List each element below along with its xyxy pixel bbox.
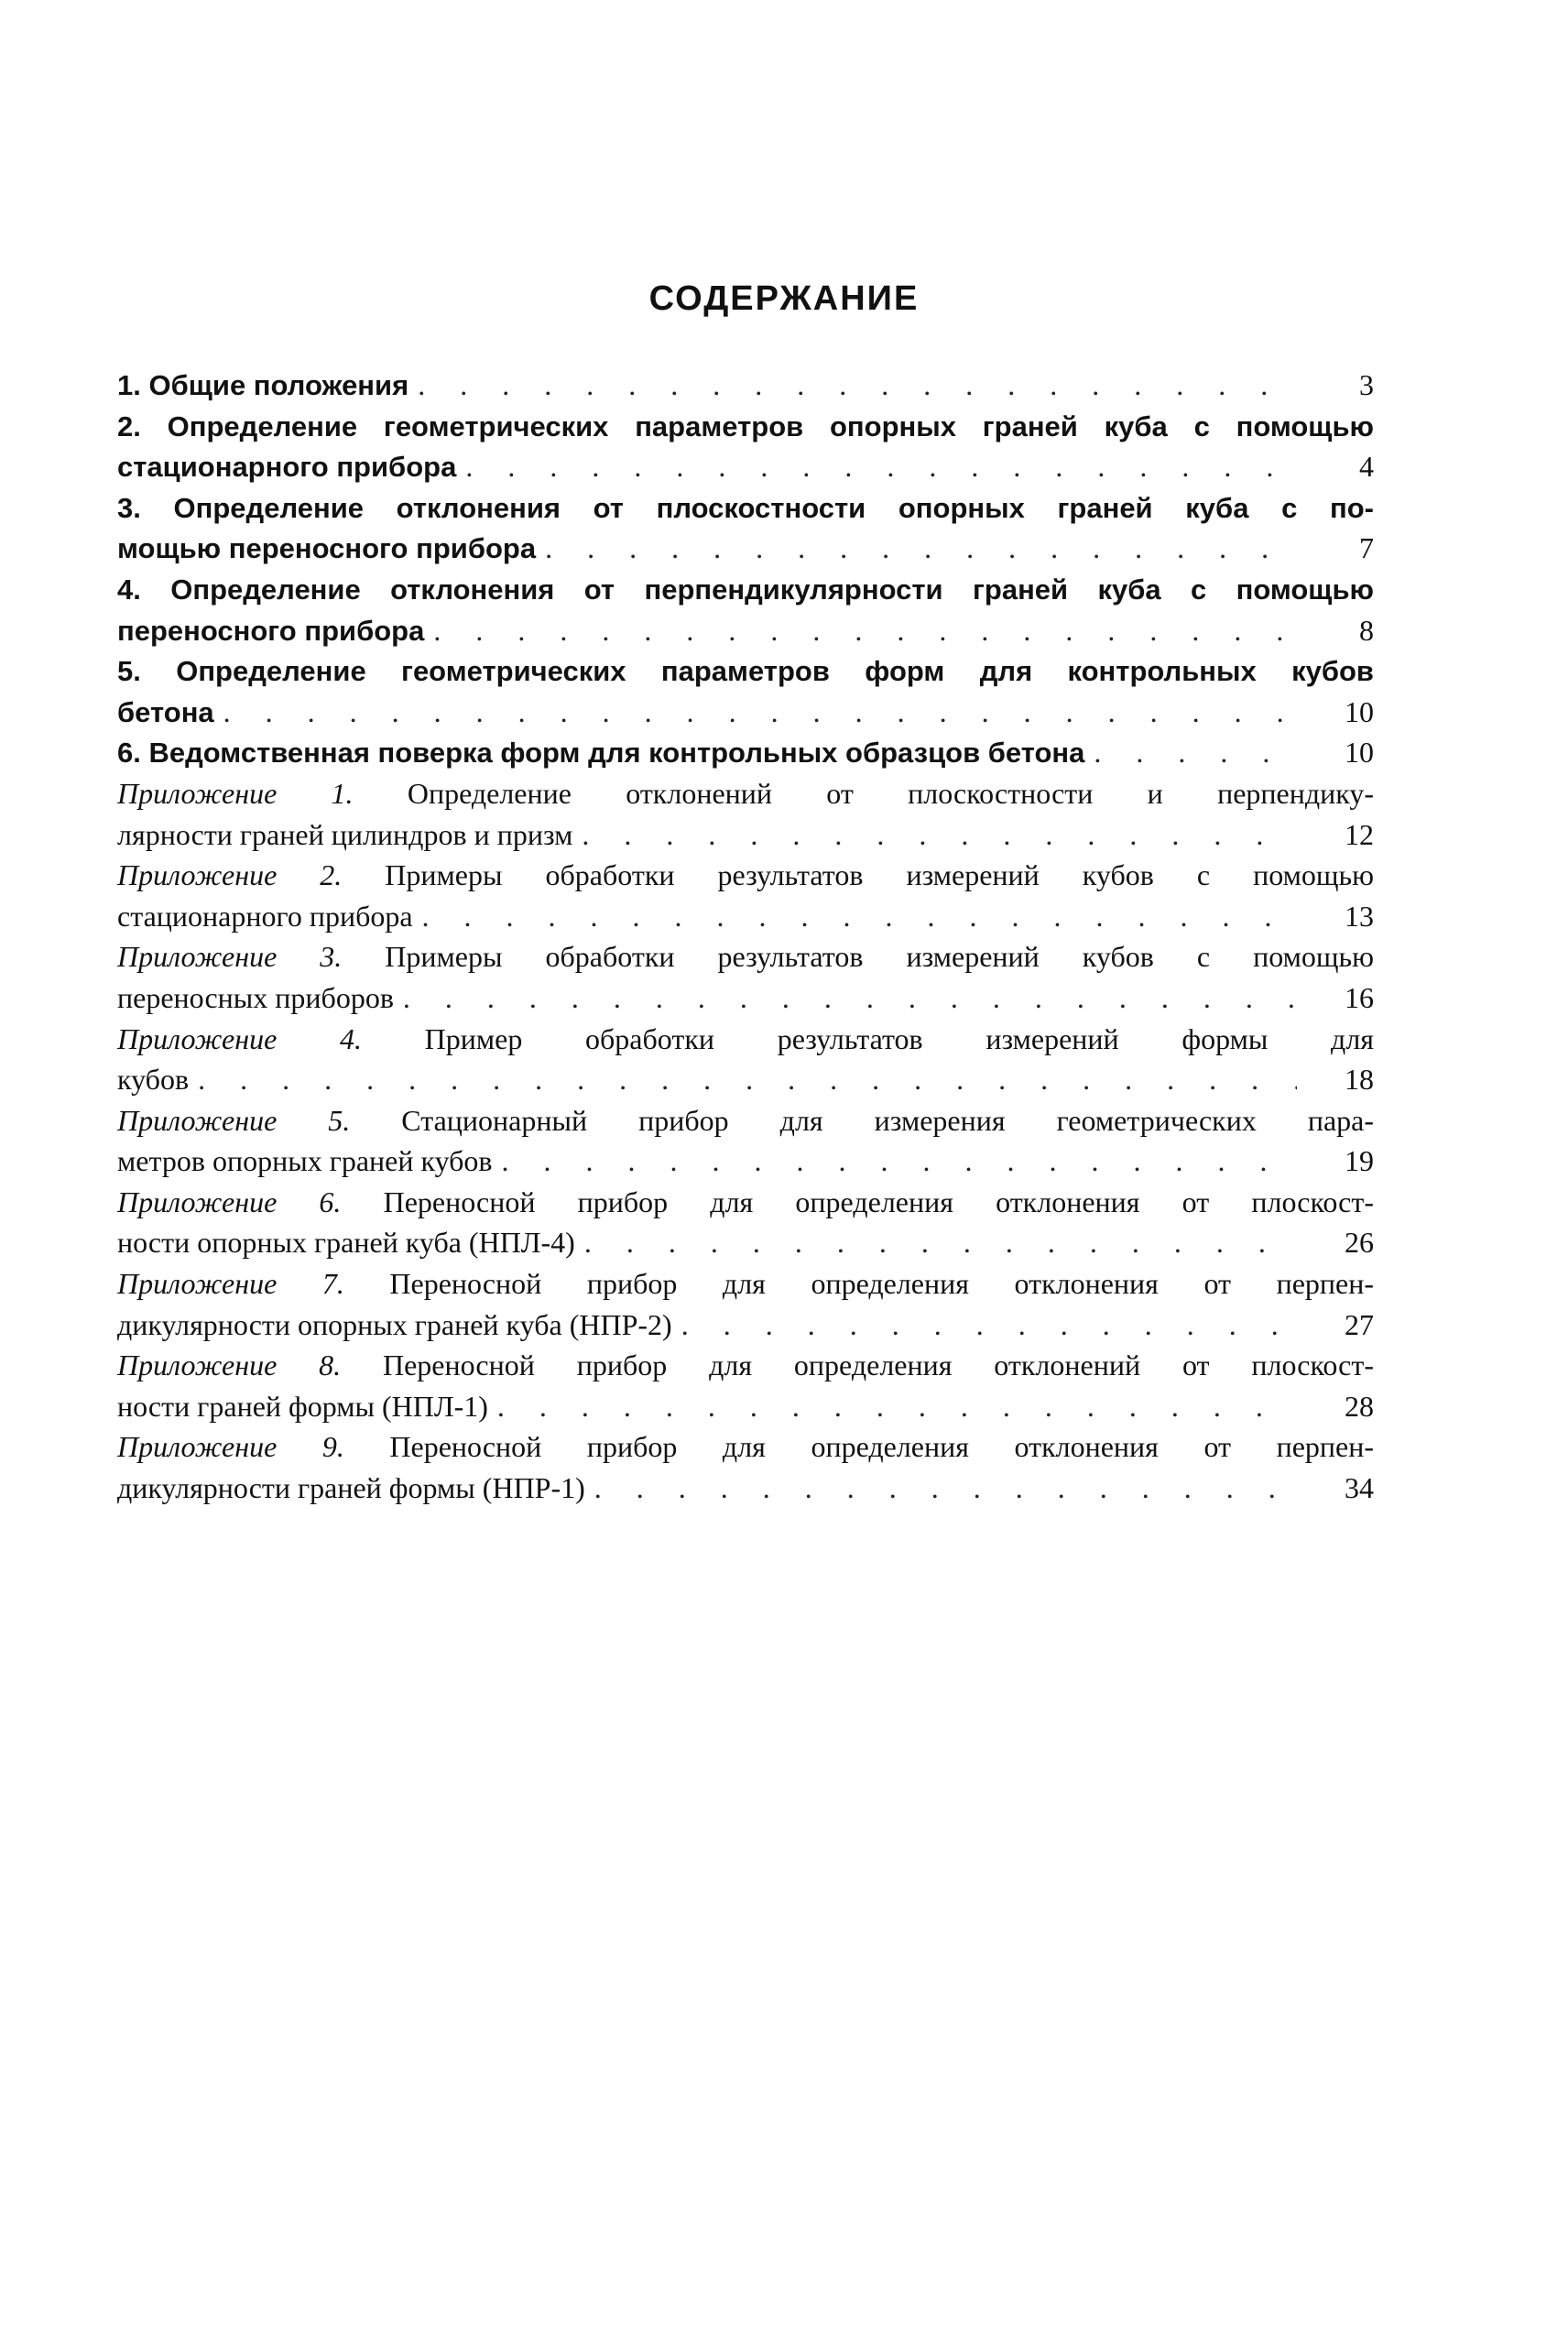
toc-appendix-entry[interactable] (117, 855, 1374, 936)
appendix-label: Приложение 5. (117, 1103, 351, 1137)
toc-entry-line (117, 1059, 1374, 1100)
toc-entry-text (117, 1349, 1374, 1381)
toc-entry-line (117, 814, 1374, 856)
toc-entry-title: мощью переносного прибора (117, 532, 537, 565)
toc-entry-title: 1. Общие положения (117, 369, 409, 401)
toc-entry-text (117, 814, 572, 856)
page-number: 16 (1345, 980, 1374, 1014)
page-number: 12 (1345, 817, 1374, 851)
toc-appendix-entry[interactable] (117, 1019, 1374, 1100)
toc-entry-line (117, 896, 1374, 937)
appendix-label: Приложение 6. (117, 1185, 342, 1218)
toc-entry-title: ности граней формы (НПЛ-1) (117, 1389, 488, 1423)
toc-section-entry[interactable] (117, 365, 1374, 406)
toc-entry-text (117, 1059, 189, 1100)
toc-entry-line (117, 487, 1374, 529)
toc-entry-title: Определение отклонений от плоскостности и перпендику- (353, 776, 1375, 810)
toc-entry-text (117, 777, 1374, 810)
toc-entry-line (117, 528, 1374, 569)
toc-entry-line (117, 1426, 1374, 1468)
page-title: СОДЕРЖАНИЕ (648, 279, 920, 318)
page-number: 4 (1359, 450, 1374, 484)
dot-leader (418, 365, 1297, 406)
toc-entry-line (117, 446, 1374, 487)
toc-appendix-entry[interactable] (117, 1426, 1374, 1508)
toc-entry-line (117, 1182, 1374, 1223)
page-number: 27 (1345, 1307, 1374, 1341)
toc-entry-title: переносных приборов (117, 980, 394, 1014)
toc-entry-title: стационарного прибора (117, 451, 457, 484)
toc-entry-line (117, 732, 1374, 773)
toc-entry-line (117, 855, 1374, 896)
page-number: 34 (1345, 1471, 1374, 1505)
toc-entry-title: 6. Ведомственная поверка форм для контрольных образцов бетона (117, 737, 1085, 770)
toc-entry-line (117, 650, 1374, 692)
toc-appendix-entry[interactable] (117, 1263, 1374, 1345)
page-number: 18 (1345, 1063, 1374, 1097)
toc-entry-line (117, 1019, 1374, 1060)
toc-entry-text (117, 1141, 493, 1182)
appendix-label: Приложение 3. (117, 940, 343, 974)
dot-leader (545, 528, 1297, 569)
dot-leader (465, 446, 1297, 487)
toc-section-entry[interactable] (117, 569, 1374, 650)
toc-entry-text (117, 1104, 1374, 1137)
toc-section-entry[interactable] (117, 732, 1374, 773)
page-number: 26 (1345, 1226, 1374, 1260)
toc-entry-line (117, 1100, 1374, 1141)
toc-entry-title: ности опорных граней куба (НПЛ-4) (117, 1226, 575, 1260)
toc-entry-title: 3. Определение отклонения от плоскостности опорных граней куба с по- (117, 491, 1374, 524)
toc-entry-line (117, 1386, 1374, 1427)
dot-leader (681, 1305, 1297, 1346)
toc-entry-line (117, 977, 1374, 1019)
toc-entry-title: Примеры обработки результатов измерений кубов с помощью (342, 858, 1375, 892)
appendix-label: Приложение 2. (117, 858, 343, 892)
toc-entry-line (117, 692, 1374, 733)
toc-entry-title: переносного прибора (117, 614, 425, 647)
toc-entry-title: Переносной прибор для определения отклонения от плоскост- (341, 1185, 1375, 1218)
toc-entry-text (117, 1468, 585, 1509)
dot-leader (502, 1141, 1297, 1182)
toc-entry-text (117, 693, 214, 734)
dot-leader (584, 1222, 1297, 1263)
toc-entry-line (117, 1345, 1374, 1386)
toc-entry-line (117, 1263, 1374, 1305)
dot-leader (1094, 732, 1297, 773)
toc-section-entry[interactable] (117, 406, 1374, 487)
dot-leader (433, 610, 1297, 651)
toc-entry-text (117, 1222, 575, 1263)
toc-entry-text (117, 573, 1374, 606)
toc-entry-text (117, 858, 1374, 891)
page-number: 19 (1345, 1144, 1374, 1178)
toc-entry-text (117, 1386, 488, 1427)
toc-appendix-entry[interactable] (117, 1345, 1374, 1426)
appendix-label: Приложение 8. (117, 1349, 342, 1382)
toc-entry-text (117, 529, 536, 570)
toc-entry-text (117, 447, 456, 488)
page-number: 8 (1359, 613, 1374, 647)
dot-leader (198, 1059, 1297, 1100)
page-number: 10 (1345, 694, 1374, 728)
toc-entry-title: Переносной прибор для определения отклонения от перпен- (343, 1430, 1375, 1464)
dot-leader (582, 814, 1297, 856)
toc-entry-line (117, 1141, 1374, 1182)
toc-entry-title: дикулярности граней формы (НПР-1) (117, 1471, 585, 1505)
toc-entry-text (117, 733, 1084, 774)
toc-entry-title: дикулярности опорных граней куба (НПР-2) (117, 1307, 672, 1341)
toc-entry-text (117, 1022, 1374, 1055)
toc-entry-title: Пример обработки результатов измерений формы для (361, 1021, 1375, 1055)
toc-entry-title: бетона (117, 695, 214, 728)
toc-entry-line (117, 365, 1374, 406)
toc-entry-line (117, 610, 1374, 651)
toc-entry-text (117, 366, 408, 407)
toc-entry-title: Примеры обработки результатов измерений кубов с помощью (342, 940, 1375, 974)
toc-entry-title: 2. Определение геометрических параметров опорных граней куба с помощью (117, 410, 1374, 442)
dot-leader (497, 1386, 1297, 1427)
toc-entry-line (117, 569, 1374, 610)
toc-entry-title: метров опорных граней кубов (117, 1144, 493, 1178)
toc-entry-title: 5. Определение геометрических параметров форм для контрольных кубов (117, 655, 1374, 688)
toc-entry-text (117, 896, 413, 937)
dot-leader (403, 977, 1297, 1019)
dot-leader (422, 896, 1297, 937)
toc-entry-title: Переносной прибор для определения отклонения от перпен- (343, 1267, 1375, 1301)
toc-appendix-entry[interactable] (117, 1182, 1374, 1263)
toc-entry-line (117, 1468, 1374, 1509)
toc-entry-title: Переносной прибор для определения отклонений от плоскост- (341, 1349, 1375, 1382)
toc-entry-text (117, 940, 1374, 973)
toc-appendix-entry[interactable] (117, 936, 1374, 1018)
appendix-label: Приложение 7. (117, 1267, 344, 1301)
toc-section-entry[interactable] (117, 487, 1374, 569)
table-of-contents (117, 365, 1374, 1509)
toc-section-entry[interactable] (117, 650, 1374, 732)
toc-entry-line (117, 1305, 1374, 1346)
toc-entry-text (117, 1305, 672, 1346)
dot-leader (223, 692, 1297, 733)
page-number: 10 (1345, 736, 1374, 770)
toc-appendix-entry[interactable] (117, 773, 1374, 855)
toc-appendix-entry[interactable] (117, 1100, 1374, 1182)
toc-entry-title: Стационарный прибор для измерения геометрических пара- (350, 1103, 1375, 1137)
page-number: 7 (1359, 531, 1374, 565)
toc-entry-line (117, 773, 1374, 814)
toc-entry-line (117, 406, 1374, 447)
toc-entry-line (117, 1222, 1374, 1263)
page-number: 13 (1345, 899, 1374, 933)
toc-entry-text (117, 1430, 1374, 1463)
toc-entry-text (117, 1185, 1374, 1218)
toc-entry-text (117, 611, 424, 652)
page-number: 28 (1345, 1389, 1374, 1423)
appendix-label: Приложение 9. (117, 1430, 344, 1464)
toc-entry-text (117, 1267, 1374, 1300)
toc-entry-text (117, 410, 1374, 442)
dot-leader (594, 1468, 1297, 1509)
toc-entry-title: 4. Определение отклонения от перпендикулярности граней куба с помощью (117, 573, 1374, 606)
toc-entry-text (117, 655, 1374, 687)
toc-entry-title: стационарного прибора (117, 899, 413, 933)
toc-entry-title: лярности граней цилиндров и призм (117, 817, 573, 851)
toc-entry-title: кубов (117, 1063, 190, 1097)
appendix-label: Приложение 4. (117, 1021, 362, 1055)
page-number: 3 (1359, 368, 1374, 401)
toc-entry-text (117, 977, 394, 1019)
appendix-label: Приложение 1. (117, 776, 354, 810)
toc-entry-line (117, 936, 1374, 977)
toc-entry-text (117, 492, 1374, 524)
